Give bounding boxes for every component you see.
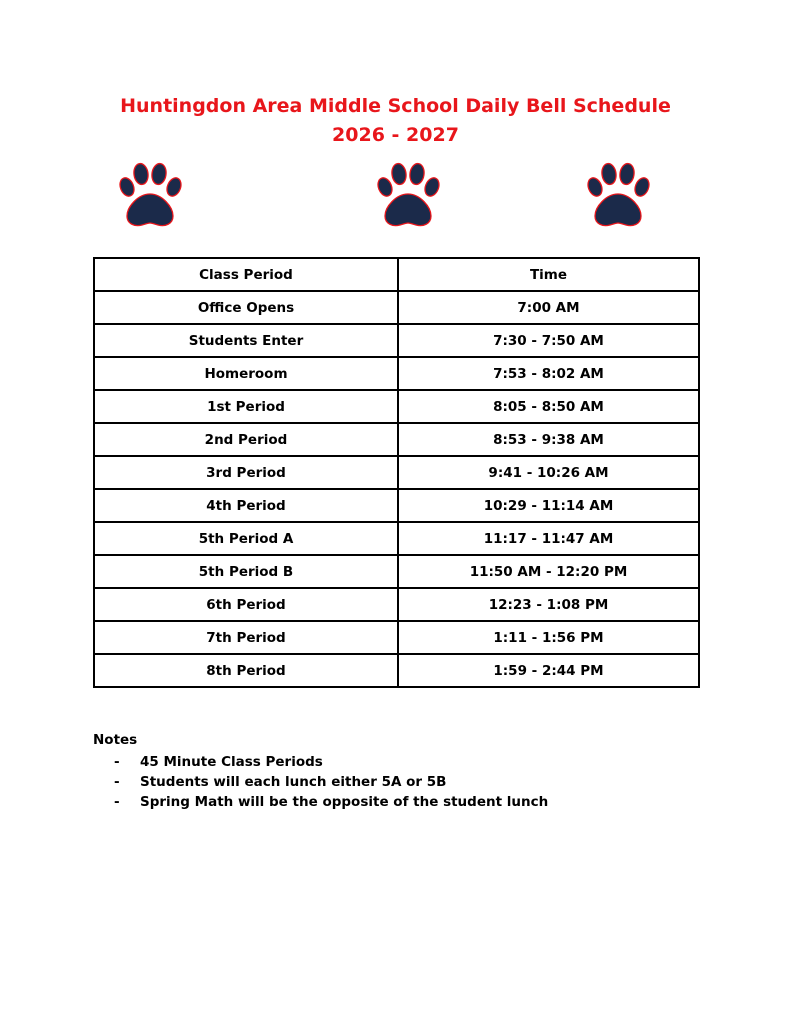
list-item <box>114 752 548 772</box>
table-row <box>94 456 699 489</box>
period-cell: 1st Period <box>94 390 398 423</box>
bell-schedule-table <box>93 257 700 688</box>
table-row <box>94 291 699 324</box>
time-cell: 9:41 - 10:26 AM <box>398 456 699 489</box>
time-cell: 8:53 - 9:38 AM <box>398 423 699 456</box>
bullet-dash: - <box>114 774 120 790</box>
table-row <box>94 555 699 588</box>
table-row <box>94 621 699 654</box>
table-row <box>94 588 699 621</box>
period-cell: 2nd Period <box>94 423 398 456</box>
period-cell: 6th Period <box>94 588 398 621</box>
bullet-dash: - <box>114 794 120 810</box>
column-header-time: Time <box>398 258 699 291</box>
note-text: Students will each lunch either 5A or 5B <box>140 774 447 790</box>
list-item <box>114 792 548 812</box>
period-cell: Office Opens <box>94 291 398 324</box>
table-row <box>94 489 699 522</box>
period-cell: 7th Period <box>94 621 398 654</box>
table-row <box>94 390 699 423</box>
page-title: Huntingdon Area Middle School Daily Bell Schedule <box>120 95 671 117</box>
note-text: Spring Math will be the opposite of the student lunch <box>140 794 549 810</box>
table-row <box>94 654 699 687</box>
time-cell: 11:50 AM - 12:20 PM <box>398 555 699 588</box>
period-cell: 8th Period <box>94 654 398 687</box>
school-year: 2026 - 2027 <box>332 124 459 146</box>
table-row <box>94 357 699 390</box>
time-cell: 1:11 - 1:56 PM <box>398 621 699 654</box>
time-cell: 7:00 AM <box>398 291 699 324</box>
table-header-row <box>94 258 699 291</box>
table-row <box>94 423 699 456</box>
paw-print-icon <box>375 160 445 230</box>
time-cell: 1:59 - 2:44 PM <box>398 654 699 687</box>
period-cell: 5th Period B <box>94 555 398 588</box>
note-text: 45 Minute Class Periods <box>140 754 323 770</box>
paw-print-icon <box>585 160 655 230</box>
time-cell: 10:29 - 11:14 AM <box>398 489 699 522</box>
period-cell: Homeroom <box>94 357 398 390</box>
column-header-class-period: Class Period <box>94 258 398 291</box>
time-cell: 7:30 - 7:50 AM <box>398 324 699 357</box>
notes-list <box>114 752 548 812</box>
table-row <box>94 522 699 555</box>
notes-heading: Notes <box>93 732 138 748</box>
bullet-dash: - <box>114 754 120 770</box>
period-cell: 3rd Period <box>94 456 398 489</box>
period-cell: 5th Period A <box>94 522 398 555</box>
period-cell: 4th Period <box>94 489 398 522</box>
time-cell: 8:05 - 8:50 AM <box>398 390 699 423</box>
time-cell: 11:17 - 11:47 AM <box>398 522 699 555</box>
paw-print-icon <box>117 160 187 230</box>
list-item <box>114 772 548 792</box>
time-cell: 12:23 - 1:08 PM <box>398 588 699 621</box>
time-cell: 7:53 - 8:02 AM <box>398 357 699 390</box>
table-row <box>94 324 699 357</box>
period-cell: Students Enter <box>94 324 398 357</box>
